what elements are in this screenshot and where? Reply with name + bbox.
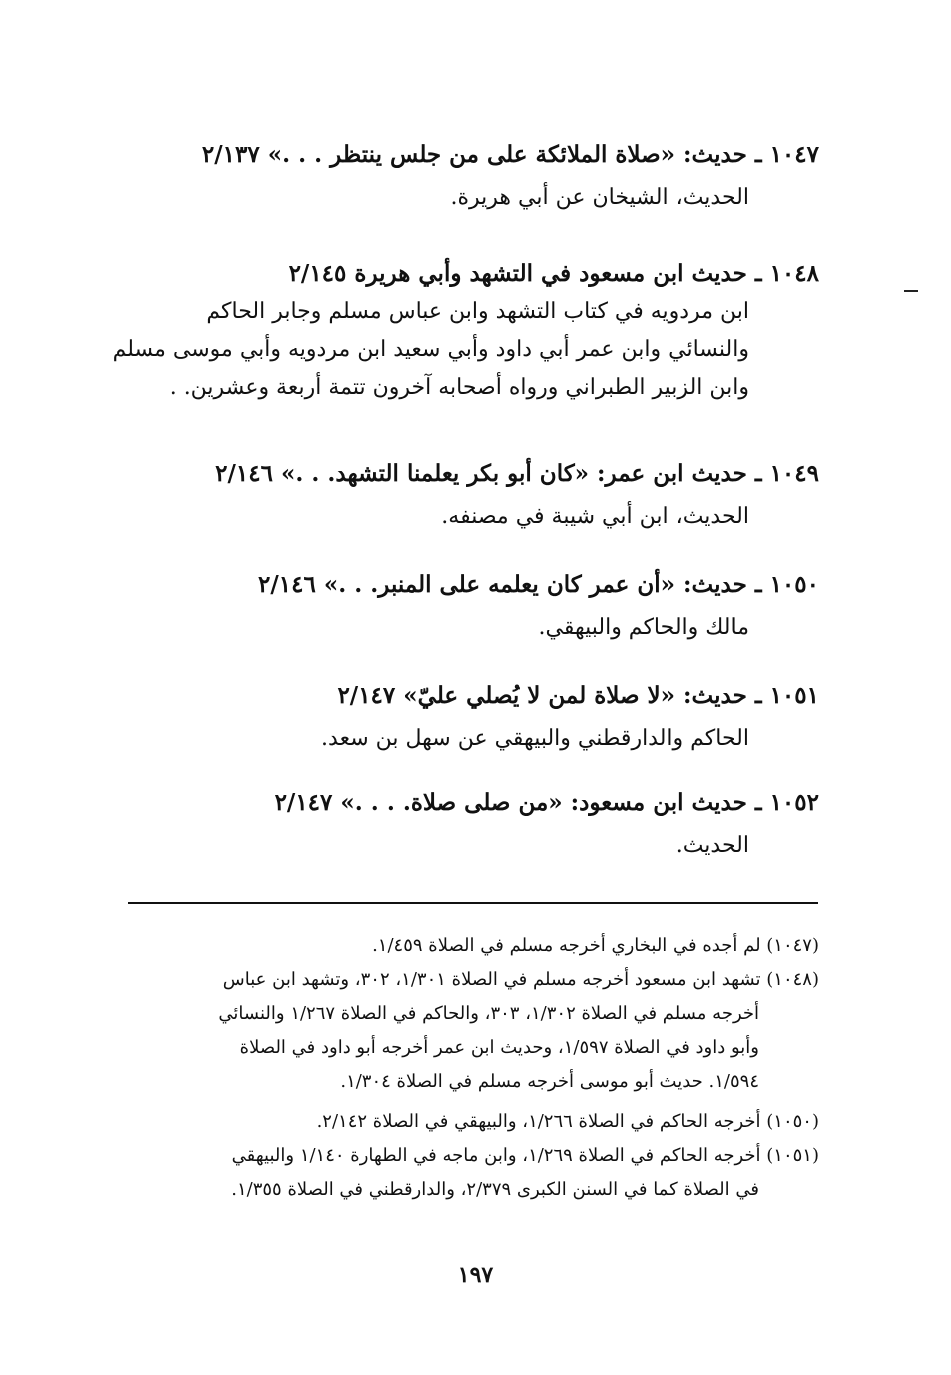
footnotes <box>218 934 819 1212</box>
footnote-separator <box>128 902 818 904</box>
footnote-line: (١٠٥٠) أخرجه الحاكم في الصلاة ١/٢٦٦، والبيهقي في الصلاة ٢/١٤٢. <box>316 1111 819 1132</box>
footnote-line: وأبو داود في الصلاة ١/٥٩٧، وحديث ابن عمر أخرجه أبو داود في الصلاة <box>239 1037 759 1058</box>
entry-1052 <box>275 786 819 863</box>
entry-text: والنسائي وابن عمر أبي داود وأبي سعيد ابن مردويه وأبي موسى مسلم <box>112 337 749 362</box>
entry-text: وابن الزبير الطبراني ورواه أصحابه آخرون تتمة أربعة وعشرين. . <box>169 375 749 400</box>
entry-heading: ١٠٤٨ ـ حديث ابن مسعود في التشهد وأبي هريرة ٢/١٤٥ <box>288 260 819 287</box>
footnote-line: ١/٥٩٤. حديث أبو موسى أخرجه مسلم في الصلاة ١/٣٠٤. <box>340 1071 759 1092</box>
page-number: ١٩٧ <box>457 1262 494 1288</box>
footnote-line: (١٠٥١) أخرجه الحاكم في الصلاة ١/٢٦٩، وابن ماجه في الطهارة ١/١٤٠ والبيهقي <box>231 1145 819 1166</box>
entry-1047 <box>202 138 819 215</box>
entry-1049 <box>215 457 819 534</box>
entry-text: مالك والحاكم والبيهقي. <box>538 615 749 640</box>
entry-heading: ١٠٥٢ ـ حديث ابن مسعود: «من صلى صلاة. . . .» ٢/١٤٧ <box>274 789 819 816</box>
entry-heading: ١٠٥٠ ـ حديث: «أن عمر كان يعلمه على المنبر. . .» ٢/١٤٦ <box>258 571 819 598</box>
footnote-line: في الصلاة كما في السنن الكبرى ٢/٣٧٩، والدارقطني في الصلاة ١/٣٥٥. <box>231 1179 759 1200</box>
entry-1051 <box>321 679 819 756</box>
entry-text: ابن مردويه في كتاب التشهد وابن عباس مسلم وجابر الحاكم <box>206 299 749 324</box>
footnote-line: أخرجه مسلم في الصلاة ١/٣٠٢، ٣٠٣، والحاكم في الصلاة ١/٢٦٧ والنسائي <box>218 1003 759 1024</box>
entry-1048 <box>113 257 819 405</box>
entry-1050 <box>258 568 819 645</box>
entry-text: الحاكم والدارقطني والبيهقي عن سهل بن سعد. <box>321 726 749 751</box>
footnote-line: (١٠٤٧) لم أجده في البخاري أخرجه مسلم في الصلاة ١/٤٥٩. <box>372 935 819 956</box>
entry-heading: ١٠٤٩ ـ حديث ابن عمر: «كان أبو بكر يعلمنا التشهد. . .» ٢/١٤٦ <box>215 460 819 487</box>
stray-mark <box>904 290 918 292</box>
footnote-line: (١٠٤٨) تشهد ابن مسعود أخرجه مسلم في الصلاة ١/٣٠١، ٣٠٢، وتشهد ابن عباس <box>222 969 819 990</box>
entry-text: الحديث، الشيخان عن أبي هريرة. <box>450 185 749 210</box>
entry-heading: ١٠٥١ ـ حديث: «لا صلاة لمن لا يُصلي عليّ» ٢/١٤٧ <box>337 682 819 709</box>
entry-text: الحديث، ابن أبي شيبة في مصنفه. <box>441 504 749 529</box>
entry-text: الحديث. <box>675 833 749 858</box>
entry-heading: ١٠٤٧ ـ حديث: «صلاة الملائكة على من جلس ينتظر . . .» ٢/١٣٧ <box>201 141 819 168</box>
